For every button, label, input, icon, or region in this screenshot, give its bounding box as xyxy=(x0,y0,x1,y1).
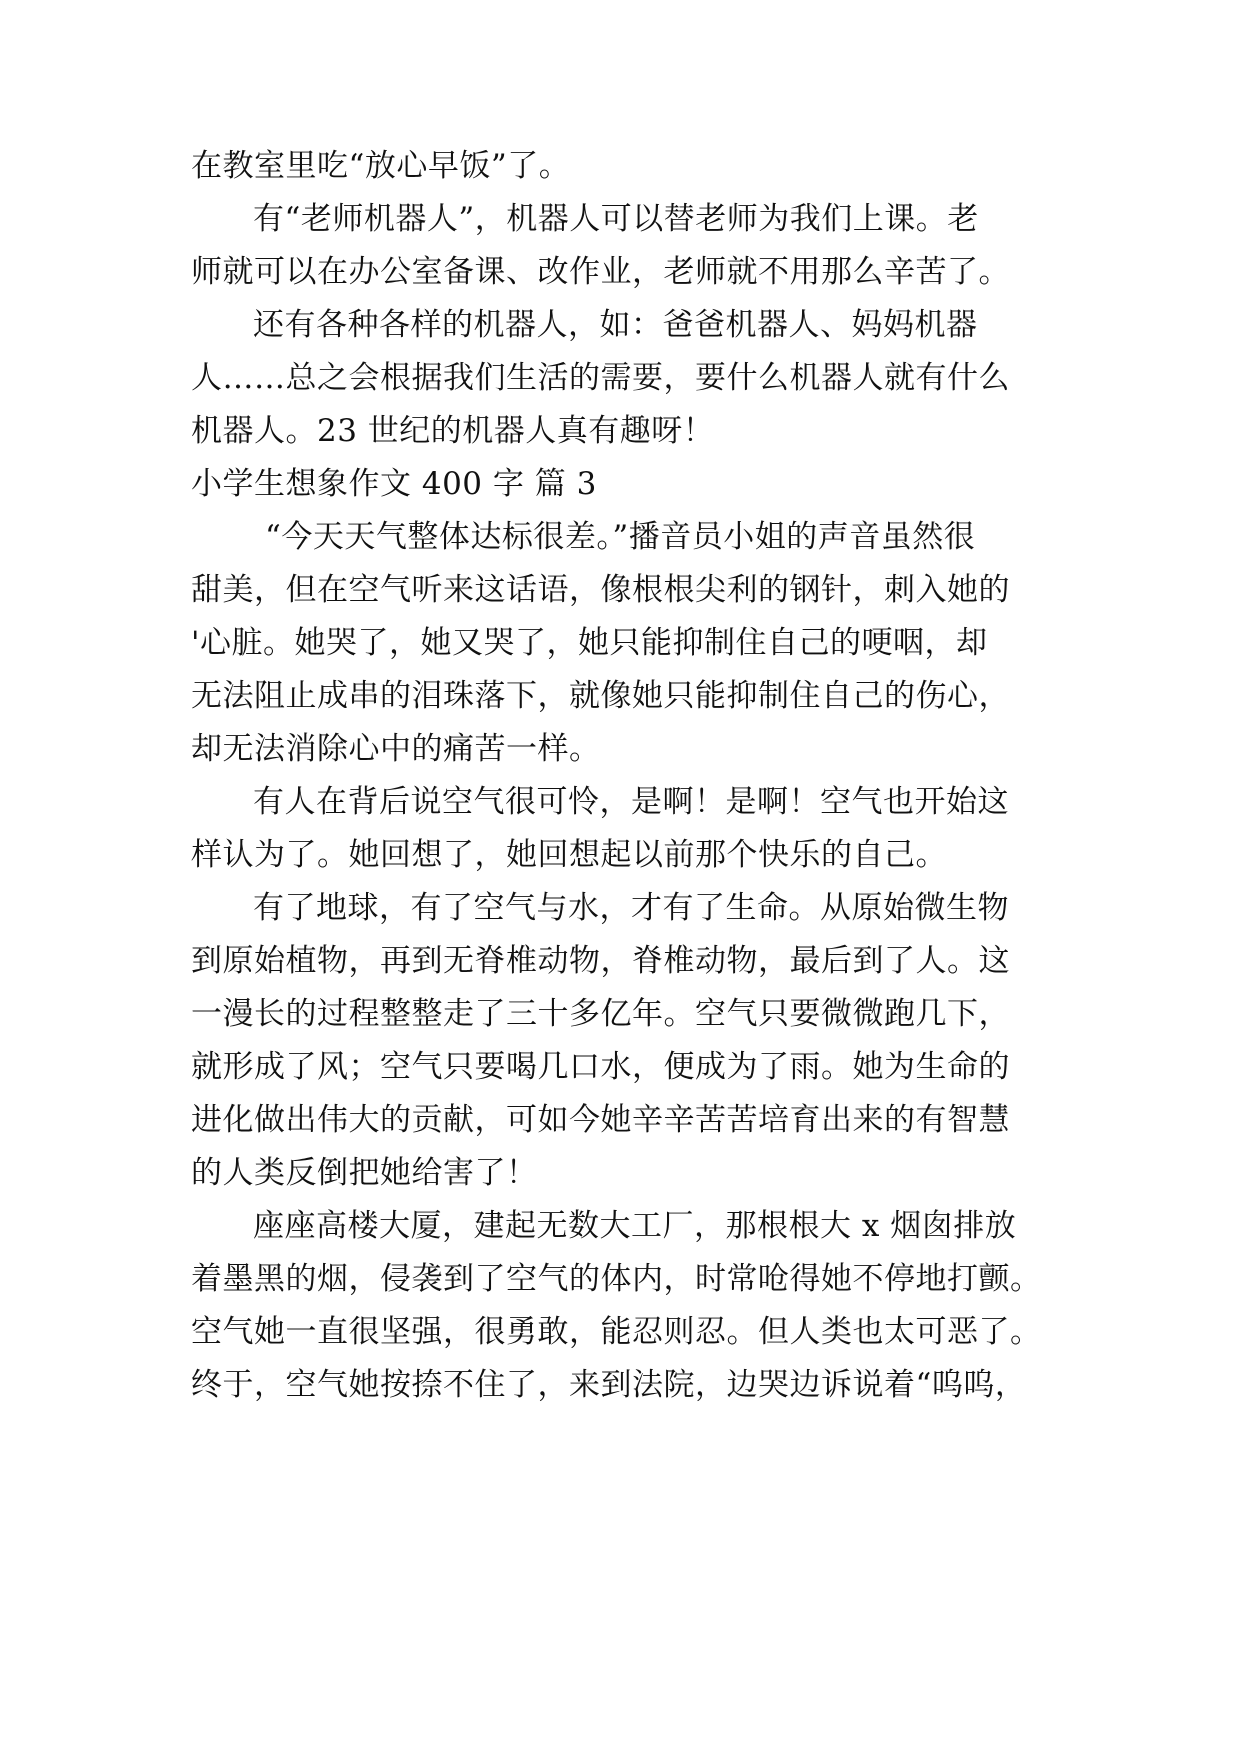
text-line: 人……总之会根据我们生活的需要，要什么机器人就有什么 xyxy=(191,360,1010,396)
text-line: 师就可以在办公室备课、改作业，老师就不用那么辛苦了。 xyxy=(191,254,1010,290)
text-line: 有人在背后说空气很可怜，是啊！是啊！空气也开始这 xyxy=(253,784,1009,820)
text-line: 座座高楼大厦，建起无数大工厂，那根根大 x 烟囱排放 xyxy=(253,1208,1017,1244)
text-line: '心脏。她哭了，她又哭了，她只能抑制住自己的哽咽，却 xyxy=(191,625,988,661)
text-line: 却无法消除心中的痛苦一样。 xyxy=(191,731,601,767)
text-line: “今天天气整体达标很差。”播音员小姐的声音虽然很 xyxy=(265,519,976,555)
text-line: 到原始植物，再到无脊椎动物，脊椎动物，最后到了人。这 xyxy=(191,943,1010,979)
text-line: 的人类反倒把她给害了！ xyxy=(191,1155,538,1191)
text-line: 着墨黑的烟，侵袭到了空气的体内，时常呛得她不停地打颤。 xyxy=(191,1261,1042,1297)
text-line: 空气她一直很坚强，很勇敢，能忍则忍。但人类也太可恶了。 xyxy=(191,1314,1042,1350)
text-line: 一漫长的过程整整走了三十多亿年。空气只要微微跑几下， xyxy=(191,996,1010,1032)
text-line: 无法阻止成串的泪珠落下，就像她只能抑制住自己的伤心， xyxy=(191,678,1010,714)
section-heading: 小学生想象作文 400 字 篇 3 xyxy=(191,466,597,502)
text-line: 在教室里吃“放心早饭”了。 xyxy=(191,148,571,184)
text-line: 就形成了风；空气只要喝几口水，便成为了雨。她为生命的 xyxy=(191,1049,1010,1085)
text-line: 有“老师机器人”，机器人可以替老师为我们上课。老 xyxy=(253,201,979,237)
text-line: 还有各种各样的机器人，如：爸爸机器人、妈妈机器 xyxy=(253,307,978,343)
text-line: 有了地球，有了空气与水，才有了生命。从原始微生物 xyxy=(253,890,1009,926)
text-line: 样认为了。她回想了，她回想起以前那个快乐的自己。 xyxy=(191,837,947,873)
text-line: 进化做出伟大的贡献，可如今她辛辛苦苦培育出来的有智慧 xyxy=(191,1102,1010,1138)
text-line: 甜美，但在空气听来这话语，像根根尖利的钢针，刺入她的 xyxy=(191,572,1010,608)
text-line: 机器人。23 世纪的机器人真有趣呀！ xyxy=(191,413,715,449)
text-line: 终于，空气她按捺不住了，来到法院，边哭边诉说着“呜呜， xyxy=(191,1367,1027,1403)
